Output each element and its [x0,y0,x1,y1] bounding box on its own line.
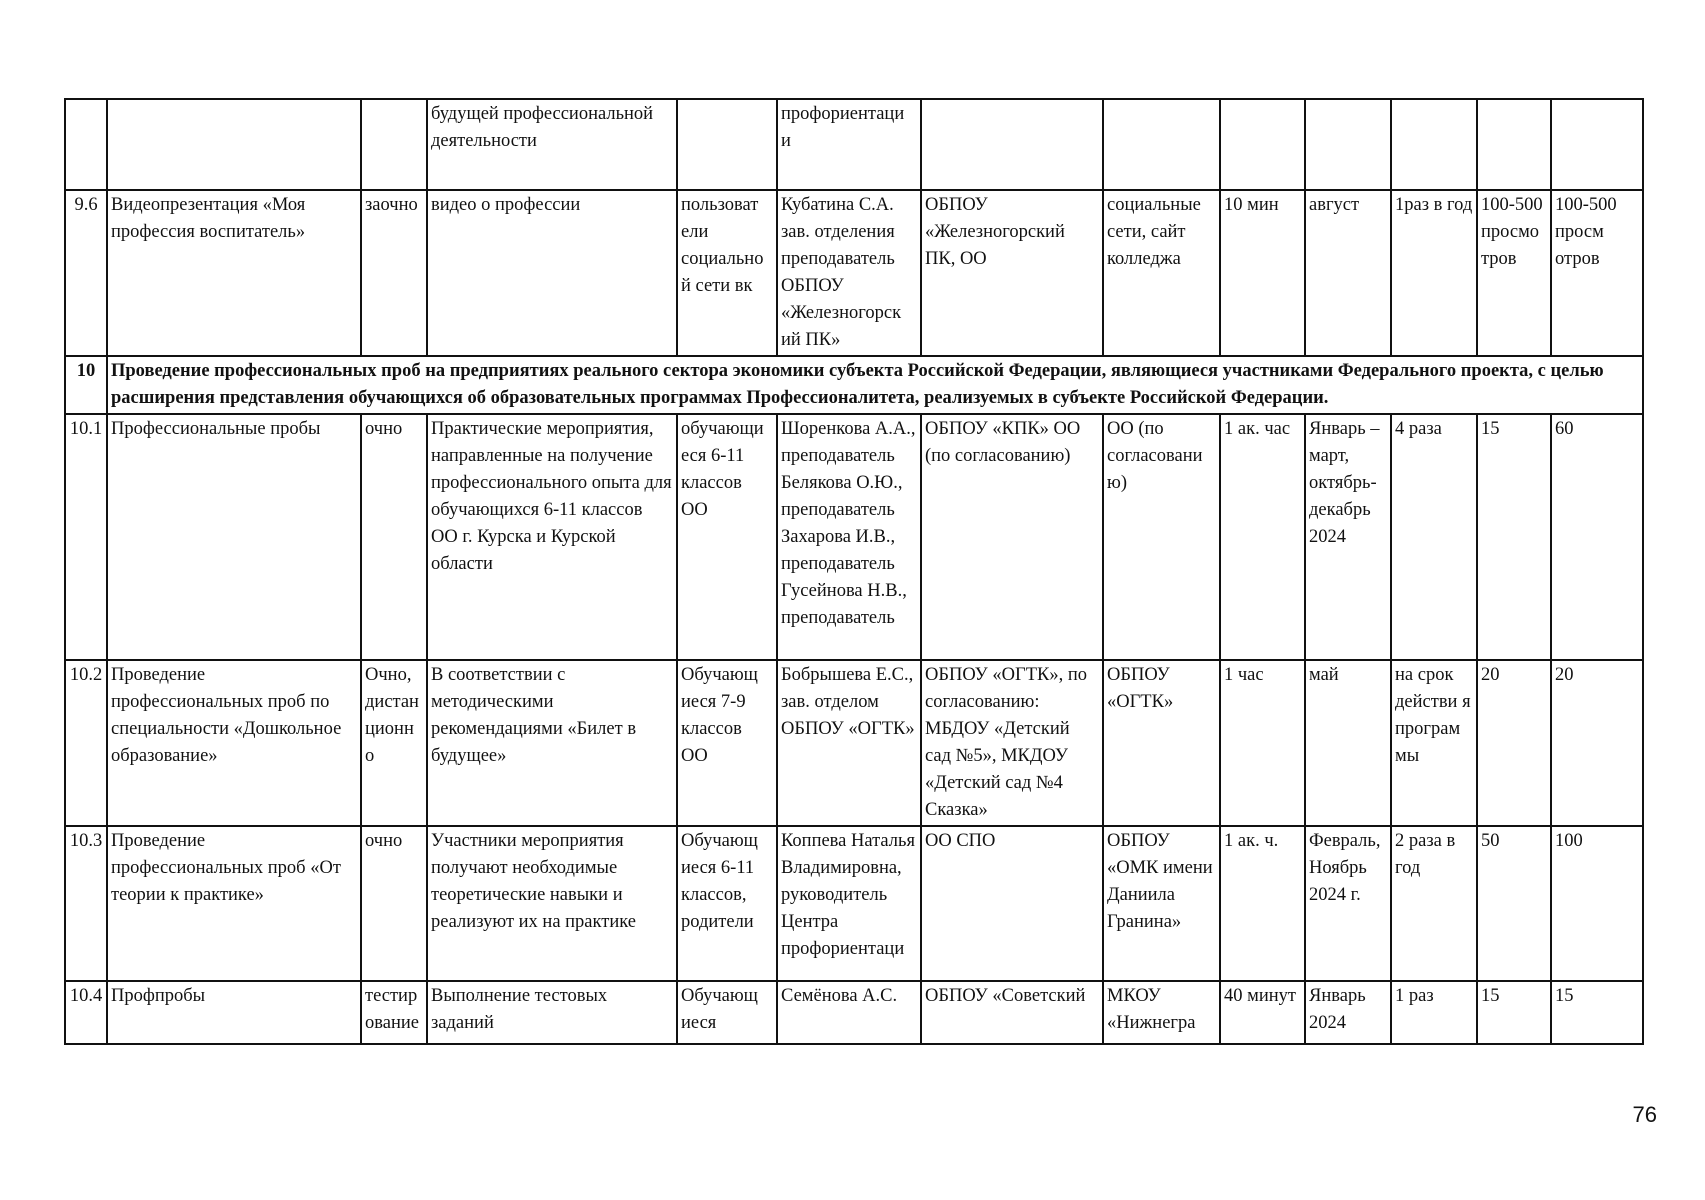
cell-content: Выполнение тестовых заданий [427,981,677,1044]
cell-num: 10.4 [65,981,107,1044]
section-row [65,356,1643,414]
cell-num: 9.6 [65,190,107,356]
cell-participants-min [1477,99,1551,190]
cell-dates: Январь – март, октябрь-декабрь 2024 [1305,414,1391,660]
cell-frequency: на срок действи я програм мы [1391,660,1477,826]
cell-activity: Видеопрезентация «Моя профессия воспитатель» [107,190,361,356]
cell-content: Практические мероприятия, направленные на получение профессионального опыта для обучающихся 6-11 классов ОО г. Курска и Курской области [427,414,677,660]
cell-participants-max: 15 [1551,981,1643,1044]
cell-organizer: ОБПОУ «Железногорский ПК, ОО [921,190,1103,356]
cell-activity: Профпробы [107,981,361,1044]
cell-audience: обучающи еся 6-11 классов ОО [677,414,777,660]
cell-audience [677,99,777,190]
cell-duration: 1 час [1220,660,1305,826]
cell-participants-min: 15 [1477,414,1551,660]
cell-responsible: Шоренкова А.А., преподаватель Белякова О.Ю., преподаватель Захарова И.В., преподаватель Гусейнова Н.В., преподаватель [777,414,921,660]
cell-content: будущей профессиональной деятельности [427,99,677,190]
cell-format: заочно [361,190,427,356]
cell-duration: 40 минут [1220,981,1305,1044]
cell-organizer: ОБПОУ «КПК» ОО (по согласованию) [921,414,1103,660]
cell-format: очно [361,826,427,981]
cell-participants-min: 50 [1477,826,1551,981]
cell-participants-min: 15 [1477,981,1551,1044]
cell-format: Очно, дистан ционн о [361,660,427,826]
cell-dates: август [1305,190,1391,356]
cell-num: 10.3 [65,826,107,981]
cell-responsible: Бобрышева Е.С., зав. отделом ОБПОУ «ОГТК» [777,660,921,826]
cell-participants-max: 20 [1551,660,1643,826]
cell-format: тестир ование [361,981,427,1044]
cell-participants-max: 60 [1551,414,1643,660]
table-row [65,99,1643,190]
cell-participants-min: 20 [1477,660,1551,826]
cell-responsible: Семёнова А.С. [777,981,921,1044]
cell-venue: ОО (по согласовани ю) [1103,414,1220,660]
table-row [65,190,1643,356]
cell-organizer: ОБПОУ «Советский [921,981,1103,1044]
cell-num: 10.2 [65,660,107,826]
cell-frequency [1391,99,1477,190]
cell-audience: Обучающ иеся 7-9 классов ОО [677,660,777,826]
cell-participants-max [1551,99,1643,190]
cell-organizer: ОО СПО [921,826,1103,981]
cell-audience: Обучающ иеся 6-11 классов, родители [677,826,777,981]
cell-frequency: 1раз в год [1391,190,1477,356]
table-row [65,826,1643,981]
page-number: 76 [1632,1102,1657,1127]
cell-activity: Проведение профессиональных проб по специальности «Дошкольное образование» [107,660,361,826]
cell-venue [1103,99,1220,190]
cell-activity: Профессиональные пробы [107,414,361,660]
cell-dates: Январь 2024 [1305,981,1391,1044]
cell-format: очно [361,414,427,660]
cell-content: В соответствии с методическими рекомендациями «Билет в будущее» [427,660,677,826]
cell-frequency: 4 раза [1391,414,1477,660]
cell-duration: 1 ак. ч. [1220,826,1305,981]
cell-venue: социальные сети, сайт колледжа [1103,190,1220,356]
cell-duration [1220,99,1305,190]
cell-format [361,99,427,190]
cell-venue: ОБПОУ «ОГТК» [1103,660,1220,826]
cell-content: Участники мероприятия получают необходимые теоретические навыки и реализуют их на практике [427,826,677,981]
table-row [65,660,1643,826]
cell-frequency: 1 раз [1391,981,1477,1044]
cell-responsible: Коппева Наталья Владимировна, руководитель Центра профориентаци [777,826,921,981]
section-number: 10 [65,356,107,414]
cell-duration: 1 ак. час [1220,414,1305,660]
cell-num [65,99,107,190]
table-row [65,981,1643,1044]
cell-audience: Обучающ иеся [677,981,777,1044]
cell-activity [107,99,361,190]
cell-dates: май [1305,660,1391,826]
cell-audience: пользоват ели социально й сети вк [677,190,777,356]
cell-participants-max: 100 [1551,826,1643,981]
cell-responsible: Кубатина С.А. зав. отделения преподаватель ОБПОУ «Железногорск ий ПК» [777,190,921,356]
cell-organizer [921,99,1103,190]
cell-duration: 10 мин [1220,190,1305,356]
cell-venue: МКОУ «Нижнегра [1103,981,1220,1044]
plan-table [64,98,1644,1045]
cell-frequency: 2 раза в год [1391,826,1477,981]
cell-activity: Проведение профессиональных проб «От теории к практике» [107,826,361,981]
cell-num: 10.1 [65,414,107,660]
cell-venue: ОБПОУ «ОМК имени Даниила Гранина» [1103,826,1220,981]
table-body [65,99,1643,1044]
section-title: Проведение профессиональных проб на предприятиях реального сектора экономики субъекта Российской Федерации, являющиеся участниками Федерального проекта, с целью расширения представления обучающихся об образовательных программах Профессионалитета, реализуемых в субъекте Российской Федерации. [107,356,1643,414]
cell-dates: Февраль, Ноябрь 2024 г. [1305,826,1391,981]
cell-participants-max: 100-500 просм отров [1551,190,1643,356]
cell-content: видео о профессии [427,190,677,356]
cell-responsible: профориентаци и [777,99,921,190]
cell-dates [1305,99,1391,190]
cell-organizer: ОБПОУ «ОГТК», по согласованию: МБДОУ «Детский сад №5», МКДОУ «Детский сад №4 Сказка» [921,660,1103,826]
table-row [65,414,1643,660]
cell-participants-min: 100-500 просмо тров [1477,190,1551,356]
